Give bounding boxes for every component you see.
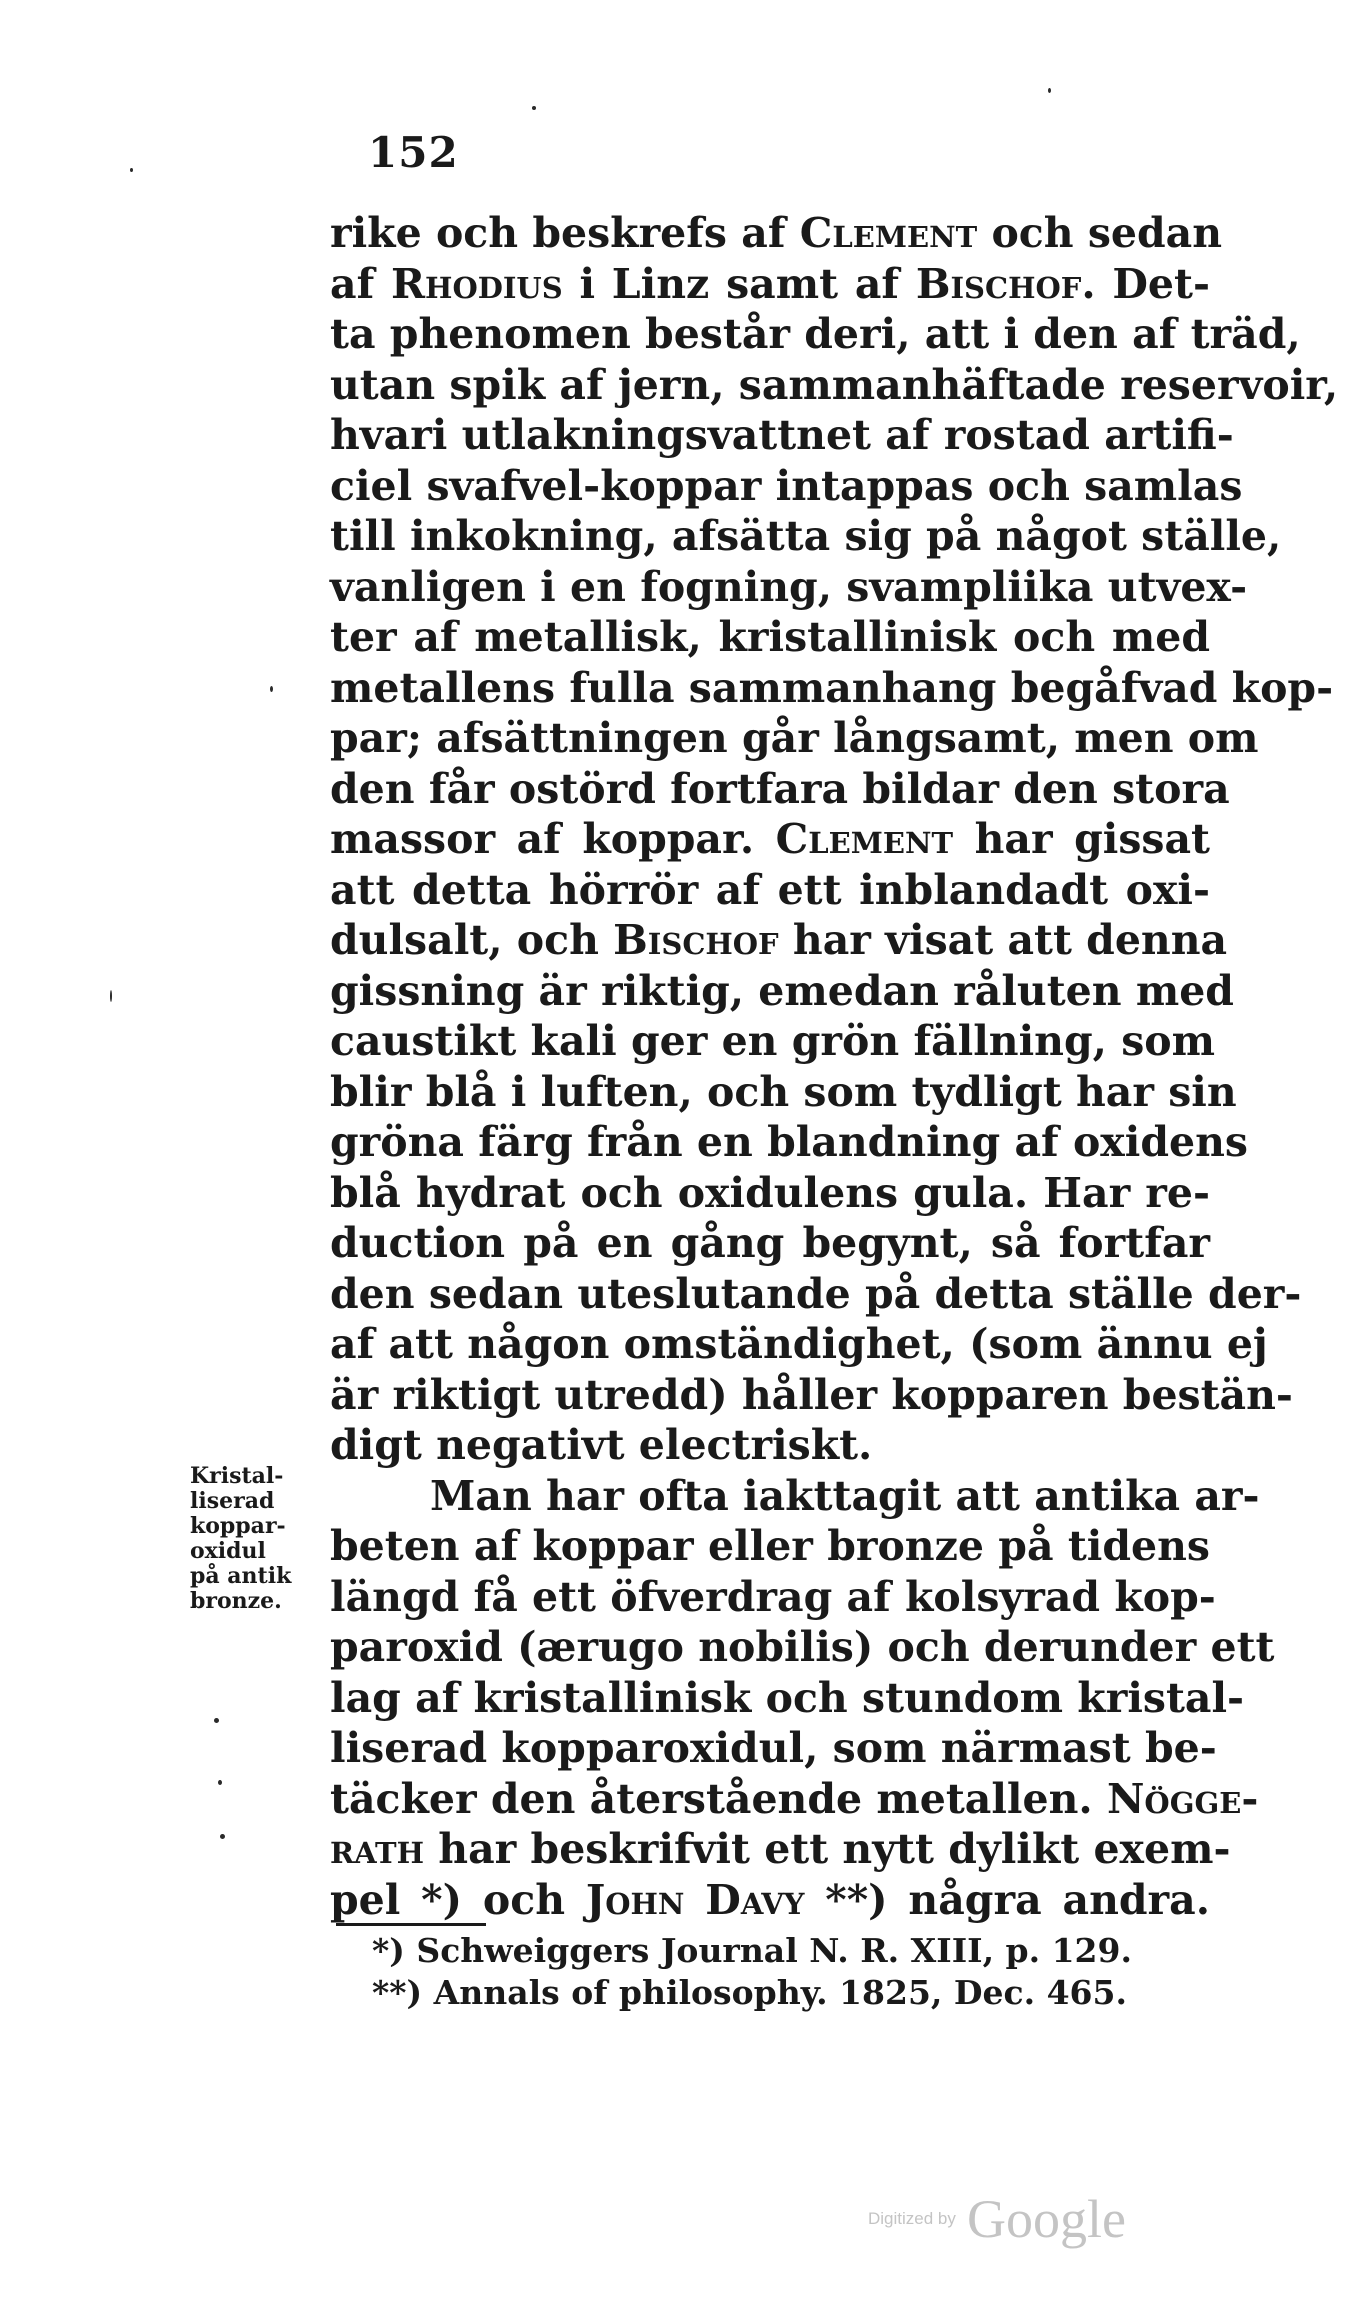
margin-note-line: Kristal-	[190, 1463, 284, 1489]
text-line	[330, 713, 1259, 764]
text-run: den får ostörd fortfara bildar den stora	[330, 764, 1230, 813]
small-caps-name: rath	[330, 1825, 424, 1873]
scan-speck	[270, 686, 273, 692]
footnote-rule	[336, 1923, 486, 1926]
text-line	[330, 259, 1210, 310]
text-line	[330, 915, 1228, 966]
footnote-1: *) Schweiggers Journal N. R. XIII, p. 129.	[372, 1931, 1132, 1970]
text-line	[330, 865, 1210, 916]
text-line	[330, 1218, 1210, 1269]
margin-note-line: koppar-	[190, 1513, 286, 1539]
small-caps-name: Bischof	[915, 259, 1082, 308]
text-line	[330, 1067, 1237, 1118]
body-text	[330, 208, 1339, 1925]
text-line	[330, 1269, 1302, 1320]
text-line	[330, 410, 1234, 461]
watermark-prefix: Digitized by	[868, 2209, 956, 2228]
text-run: hvari utlakningsvattnet af rostad artifi-	[330, 411, 1234, 459]
margin-note-line: liserad	[190, 1488, 275, 1514]
text-run: rike och beskrefs af	[330, 209, 800, 257]
text-line	[330, 461, 1243, 512]
text-run: dulsalt, och	[330, 916, 614, 964]
small-caps-name: Clement	[775, 815, 954, 863]
text-run: digt negativt electriskt.	[330, 1421, 873, 1469]
page-number: 152	[368, 128, 459, 177]
text-run: utan spik af jern, sammanhäftade reservoir,	[330, 360, 1339, 409]
margin-note-line: oxidul	[190, 1538, 266, 1564]
text-line	[330, 511, 1282, 562]
text-line	[330, 1824, 1231, 1875]
text-run: pel *) och	[330, 1875, 586, 1924]
text-run: Man har ofta iakttagit att antika ar-	[430, 1471, 1260, 1520]
text-run: täcker den återstående metallen.	[330, 1774, 1107, 1823]
text-run: massor af koppar.	[330, 815, 776, 863]
text-run: af att någon omständighet, (som ännu ej	[330, 1320, 1268, 1368]
small-caps-name: John Davy	[585, 1875, 805, 1924]
text-run: . Det-	[1081, 259, 1210, 308]
text-line	[330, 1370, 1293, 1421]
text-line	[330, 1572, 1216, 1623]
margin-note	[190, 1464, 340, 1614]
digitized-by-google-watermark	[868, 2188, 1126, 2250]
text-line	[330, 1117, 1248, 1168]
text-run: att detta hörrör af ett inblandadt oxi-	[330, 865, 1210, 914]
text-line	[330, 1622, 1275, 1673]
footnotes	[372, 1930, 1172, 2014]
text-run: paroxid (ærugo nobilis) och derunder ett	[330, 1623, 1275, 1671]
text-run: gröna färg från en blandning af oxidens	[330, 1118, 1248, 1166]
text-line	[330, 208, 1223, 259]
text-run: liserad kopparoxidul, som närmast be-	[330, 1724, 1217, 1772]
scan-speck	[220, 1834, 225, 1839]
text-run: duction på en gång begynt, så fortfar	[330, 1219, 1210, 1267]
scan-speck	[218, 1780, 222, 1785]
text-run: vanligen i en fogning, svampliika utvex-	[330, 562, 1248, 611]
text-line	[330, 309, 1301, 360]
scan-speck	[532, 106, 536, 110]
footnote-2: **) Annals of philosophy. 1825, Dec. 465.	[372, 1973, 1127, 2012]
text-line	[330, 1774, 1259, 1825]
scan-speck	[110, 990, 112, 1002]
text-run: blå hydrat och oxidulens gula. Har re-	[330, 1168, 1210, 1217]
text-line	[330, 562, 1248, 613]
text-run: lag af kristallinisk och stundom kristal-	[330, 1673, 1245, 1722]
text-run: af	[330, 259, 391, 308]
small-caps-name: Nögge-	[1106, 1774, 1259, 1823]
text-line	[330, 1168, 1210, 1219]
text-line	[330, 1471, 1260, 1522]
text-line	[330, 1420, 1210, 1471]
text-run: beten af koppar eller bronze på tidens	[330, 1522, 1210, 1570]
text-line	[330, 360, 1339, 411]
text-line	[330, 612, 1210, 663]
scan-speck	[1048, 88, 1051, 93]
text-run: längd få ett öfverdrag af kolsyrad kop-	[330, 1572, 1216, 1621]
text-run: och sedan	[977, 209, 1223, 257]
margin-note-line: på antik	[190, 1563, 292, 1589]
text-run: metallens fulla sammanhang begåfvad kop-	[330, 663, 1334, 712]
text-run: har beskrifvit ett nytt dylikt exem-	[424, 1825, 1231, 1873]
scan-speck	[214, 1718, 219, 1723]
text-run: par; afsättningen går långsamt, men om	[330, 714, 1259, 762]
text-run: **) några andra.	[804, 1875, 1210, 1924]
small-caps-name: Bischof	[613, 916, 779, 964]
text-run: ta phenomen består deri, att i den af träd,	[330, 310, 1301, 358]
text-run: blir blå i luften, och som tydligt har sin	[330, 1067, 1237, 1116]
text-line	[330, 1319, 1268, 1370]
text-line	[330, 1875, 1210, 1926]
text-line	[330, 1521, 1210, 1572]
google-logo: Google	[966, 2189, 1126, 2249]
text-line	[330, 1673, 1245, 1724]
scan-speck	[130, 168, 133, 172]
text-line	[330, 814, 1210, 865]
text-line	[330, 663, 1334, 714]
text-run: caustikt kali ger en grön fällning, som	[330, 1017, 1216, 1065]
text-line	[330, 1016, 1216, 1067]
text-run: gissning är riktig, emedan råluten med	[330, 966, 1234, 1015]
text-line	[330, 1723, 1217, 1774]
text-run: ciel svafvel-koppar intappas och samlas	[330, 461, 1243, 510]
text-run: har gissat	[953, 815, 1210, 863]
text-run: är riktigt utredd) håller kopparen bestän-	[330, 1370, 1293, 1419]
margin-note-line: bronze.	[190, 1588, 282, 1614]
text-run: ter af metallisk, kristallinisk och med	[330, 613, 1210, 661]
text-line	[330, 764, 1230, 815]
text-run: i Linz samt af	[562, 259, 916, 308]
small-caps-name: Clement	[799, 209, 978, 257]
small-caps-name: Rhodius	[390, 259, 563, 308]
text-run: den sedan uteslutande på detta ställe der-	[330, 1269, 1302, 1318]
text-line	[330, 966, 1234, 1017]
text-run: till inkokning, afsätta sig på något ställe,	[330, 512, 1282, 560]
text-run: har visat att denna	[778, 916, 1228, 964]
